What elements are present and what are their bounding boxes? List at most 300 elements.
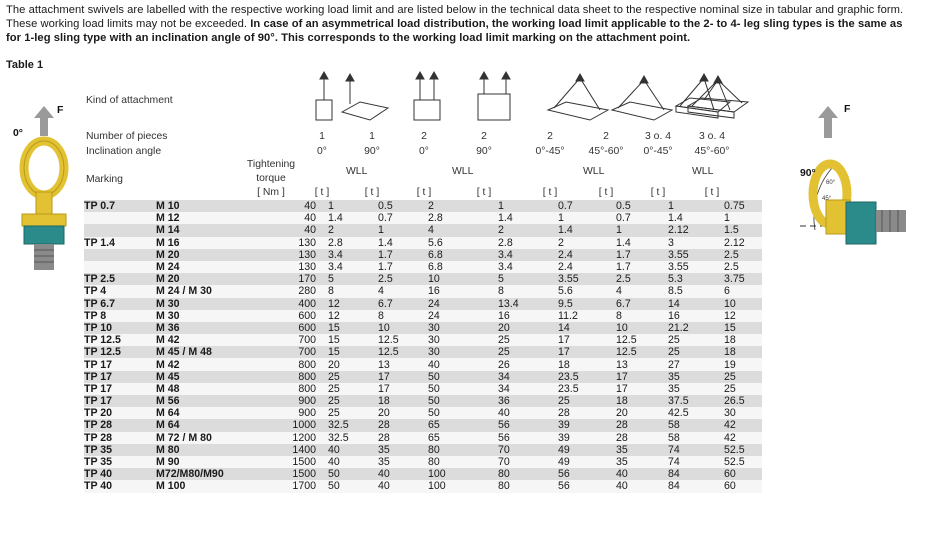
- unit-label: [ t ]: [542, 187, 558, 198]
- type-cell: TP 1.4: [84, 237, 156, 249]
- wll-cell: 16: [492, 310, 552, 322]
- column-pieces-label: 2: [547, 131, 553, 142]
- right-60-label: 60°: [826, 180, 836, 186]
- type-cell: TP 17: [84, 371, 156, 383]
- type-cell: TP 12.5: [84, 346, 156, 358]
- unit-label: [ t ]: [650, 187, 666, 198]
- thread-cell: M 20: [156, 249, 238, 261]
- type-cell: [84, 224, 156, 236]
- torque-cell: 900: [238, 407, 322, 419]
- wll-cell: 3.55: [662, 261, 718, 273]
- type-cell: TP 17: [84, 383, 156, 395]
- wll-cell: 2.4: [552, 249, 610, 261]
- single-vertical-icon: [316, 72, 332, 120]
- force-arrow-icon: [34, 106, 54, 136]
- wll-cell: 6.7: [372, 298, 422, 310]
- wll-cell: 18: [718, 346, 762, 358]
- wll-cell: 1.4: [610, 237, 662, 249]
- wll-cell: 20: [322, 358, 372, 370]
- torque-cell: 1500: [238, 468, 322, 480]
- column-angle-label: 45°-60°: [694, 146, 730, 157]
- wll-cell: 17: [610, 371, 662, 383]
- wll-cell: 52.5: [718, 456, 762, 468]
- wll-cell: 56: [492, 419, 552, 431]
- double-vertical-icon: [414, 72, 440, 120]
- wll-cell: 40: [422, 358, 492, 370]
- table-row: [84, 346, 762, 358]
- wll-cell: 23.5: [552, 371, 610, 383]
- table-row: [84, 310, 762, 322]
- wll-cell: 40: [322, 456, 372, 468]
- torque-cell: 280: [238, 285, 322, 297]
- wll-cell: 1.5: [718, 224, 762, 236]
- wll-cell: 8.5: [662, 285, 718, 297]
- table-row: [84, 432, 762, 444]
- thread-cell: M 30: [156, 310, 238, 322]
- thread-cell: M 80: [156, 444, 238, 456]
- wll-cell: 0.5: [610, 200, 662, 212]
- wll-cell: 0.7: [610, 212, 662, 224]
- thread-cell: M 36: [156, 322, 238, 334]
- wll-cell: 25: [552, 395, 610, 407]
- column-pieces-label: 1: [319, 131, 325, 142]
- wll-cell: 17: [610, 383, 662, 395]
- wll-label: WLL: [583, 166, 605, 177]
- wll-cell: 1.4: [322, 212, 372, 224]
- wll-cell: 12.5: [610, 334, 662, 346]
- wll-cell: 1: [552, 212, 610, 224]
- wll-cell: 49: [552, 444, 610, 456]
- wll-label: WLL: [692, 166, 714, 177]
- type-cell: TP 17: [84, 358, 156, 370]
- torque-unit-label: [ Nm ]: [257, 187, 285, 198]
- type-cell: TP 28: [84, 419, 156, 431]
- wll-cell: 40: [492, 407, 552, 419]
- wll-cell: 49: [552, 456, 610, 468]
- wll-cell: 10: [610, 322, 662, 334]
- column-pieces-label: 1: [369, 131, 375, 142]
- thread-cell: M 45 / M 48: [156, 346, 238, 358]
- kind-label: Kind of attachment: [86, 95, 173, 106]
- wll-cell: 24: [422, 298, 492, 310]
- thread-cell: M 45: [156, 371, 238, 383]
- column-pieces-label: 3 o. 4: [699, 131, 725, 142]
- wll-cell: 32.5: [322, 432, 372, 444]
- wll-cell: 26: [492, 358, 552, 370]
- thread-cell: M 42: [156, 334, 238, 346]
- wll-cell: 56: [492, 432, 552, 444]
- wll-cell: 12.5: [372, 334, 422, 346]
- type-cell: [84, 212, 156, 224]
- wll-cell: 39: [552, 419, 610, 431]
- table-row: [84, 334, 762, 346]
- wll-cell: 1.7: [610, 249, 662, 261]
- wll-cell: 56: [552, 480, 610, 492]
- wll-cell: 5: [492, 273, 552, 285]
- two-leg-sling-icon: [548, 74, 608, 120]
- wll-cell: 8: [492, 285, 552, 297]
- wll-cell: 74: [662, 456, 718, 468]
- wll-cell: 25: [322, 371, 372, 383]
- column-angle-label: 90°: [476, 146, 492, 157]
- wll-cell: 100: [422, 468, 492, 480]
- table-row: [84, 407, 762, 419]
- type-cell: TP 4: [84, 285, 156, 297]
- wll-cell: 17: [552, 346, 610, 358]
- wll-cell: 65: [422, 419, 492, 431]
- type-cell: TP 35: [84, 444, 156, 456]
- wll-cell: 80: [422, 444, 492, 456]
- wll-cell: 1: [492, 200, 552, 212]
- wll-cell: 50: [422, 383, 492, 395]
- wll-cell: 100: [422, 480, 492, 492]
- table-row: [84, 224, 762, 236]
- torque-cell: 900: [238, 395, 322, 407]
- table-row: [84, 383, 762, 395]
- wll-cell: 13: [610, 358, 662, 370]
- thread-cell: M 24 / M 30: [156, 285, 238, 297]
- wll-cell: 11.2: [552, 310, 610, 322]
- torque-cell: 400: [238, 298, 322, 310]
- type-cell: TP 6.7: [84, 298, 156, 310]
- wll-cell: 21.2: [662, 322, 718, 334]
- type-cell: TP 12.5: [84, 334, 156, 346]
- wll-cell: 20: [372, 407, 422, 419]
- unit-label: [ t ]: [364, 187, 380, 198]
- pieces-label: Number of pieces: [86, 131, 168, 142]
- wll-cell: 10: [422, 273, 492, 285]
- wll-cell: 12: [322, 298, 372, 310]
- unit-label: [ t ]: [416, 187, 432, 198]
- wll-cell: 2.5: [372, 273, 422, 285]
- wll-cell: 1: [662, 200, 718, 212]
- right-45-label: 45°: [822, 196, 832, 202]
- wll-cell: 35: [662, 371, 718, 383]
- wll-cell: 20: [492, 322, 552, 334]
- wll-cell: 3.4: [322, 261, 372, 273]
- wll-cell: 42: [718, 432, 762, 444]
- wll-cell: 14: [552, 322, 610, 334]
- wll-cell: 4: [372, 285, 422, 297]
- torque-label-1: Tightening: [246, 159, 296, 170]
- wll-cell: 1.4: [552, 224, 610, 236]
- table-row: [84, 358, 762, 370]
- wll-cell: 4: [610, 285, 662, 297]
- wll-cell: 35: [372, 444, 422, 456]
- wll-cell: 27: [662, 358, 718, 370]
- wll-cell: 80: [492, 468, 552, 480]
- wll-cell: 6.8: [422, 249, 492, 261]
- wll-cell: 2: [322, 224, 372, 236]
- left-angle-label: 0°: [13, 128, 23, 139]
- torque-cell: 1500: [238, 456, 322, 468]
- wll-cell: 58: [662, 419, 718, 431]
- wll-cell: 25: [492, 334, 552, 346]
- wll-cell: 28: [372, 419, 422, 431]
- wll-cell: 50: [422, 395, 492, 407]
- table-row: [84, 371, 762, 383]
- table-row: [84, 322, 762, 334]
- swivel-base-icon: [24, 226, 64, 244]
- table-row: [84, 468, 762, 480]
- wll-cell: 25: [718, 371, 762, 383]
- wll-cell: 13.4: [492, 298, 552, 310]
- single-horizontal-icon: [342, 74, 388, 120]
- wll-cell: 35: [610, 444, 662, 456]
- table-row: [84, 261, 762, 273]
- wll-cell: 37.5: [662, 395, 718, 407]
- thread-cell: M 12: [156, 212, 238, 224]
- wll-cell: 52.5: [718, 444, 762, 456]
- intro-plain: The attachment swivels are labelled with the respective working load limit and are listed below in the technical data sheet to the respective nominal size in tabular and graphic form. These working load limits may not be exceeded.: [6, 4, 904, 30]
- wll-cell: 40: [610, 480, 662, 492]
- table-row: [84, 237, 762, 249]
- wll-cell: 8: [372, 310, 422, 322]
- wll-cell: 1.7: [610, 261, 662, 273]
- wll-cell: 74: [662, 444, 718, 456]
- wll-cell: 2: [492, 224, 552, 236]
- wll-cell: 5.6: [422, 237, 492, 249]
- double-horizontal-icon: [478, 72, 510, 120]
- wll-cell: 10: [718, 298, 762, 310]
- wll-cell: 6.7: [610, 298, 662, 310]
- wll-cell: 84: [662, 468, 718, 480]
- wll-cell: 15: [322, 334, 372, 346]
- wll-cell: 50: [322, 480, 372, 492]
- wll-cell: 28: [552, 407, 610, 419]
- unit-label: [ t ]: [314, 187, 330, 198]
- wll-cell: 6: [718, 285, 762, 297]
- wll-cell: 1.4: [662, 212, 718, 224]
- wll-cell: 34: [492, 383, 552, 395]
- wll-cell: 16: [662, 310, 718, 322]
- wll-cell: 0.75: [718, 200, 762, 212]
- column-angle-label: 0°: [419, 146, 429, 157]
- thread-cell: M 64: [156, 407, 238, 419]
- wll-cell: 1: [610, 224, 662, 236]
- wll-cell: 40: [372, 480, 422, 492]
- thread-cell: M 10: [156, 200, 238, 212]
- type-cell: TP 8: [84, 310, 156, 322]
- type-cell: TP 35: [84, 456, 156, 468]
- wll-cell: 2.12: [718, 237, 762, 249]
- column-pieces-label: 2: [603, 131, 609, 142]
- wll-cell: 1: [718, 212, 762, 224]
- torque-label-2: torque: [256, 173, 286, 184]
- type-cell: TP 2.5: [84, 273, 156, 285]
- wll-cell: 50: [422, 407, 492, 419]
- wll-cell: 18: [718, 334, 762, 346]
- intro-bold: In case of an asymmetrical load distribution, the working load limit applicable to the 2- to 4- leg sling types is the same as for 1-leg sling type with an inclination angle of 90°. This corresponds to the working load limit marking on the attachment point.: [6, 18, 903, 44]
- torque-cell: 1000: [238, 419, 322, 431]
- table-row: [84, 212, 762, 224]
- torque-cell: 700: [238, 346, 322, 358]
- wll-cell: 1.7: [372, 261, 422, 273]
- wll-cell: 2.5: [718, 249, 762, 261]
- angle-label: Inclination angle: [86, 146, 162, 157]
- wll-cell: 8: [610, 310, 662, 322]
- wll-cell: 25: [322, 395, 372, 407]
- wll-cell: 10: [372, 322, 422, 334]
- intro-paragraph: [6, 3, 920, 45]
- wll-cell: 1.7: [372, 249, 422, 261]
- torque-cell: 40: [238, 212, 322, 224]
- wll-cell: 0.5: [372, 200, 422, 212]
- four-leg-sling-wide-icon: [682, 70, 758, 128]
- table-row: [84, 456, 762, 468]
- wll-cell: 4: [422, 224, 492, 236]
- torque-cell: 800: [238, 358, 322, 370]
- column-pieces-label: 2: [481, 131, 487, 142]
- wll-cell: 3.4: [492, 261, 552, 273]
- wll-cell: 0.7: [372, 212, 422, 224]
- wll-cell: 19: [718, 358, 762, 370]
- thread-cell: M 16: [156, 237, 238, 249]
- torque-cell: 1200: [238, 432, 322, 444]
- wll-cell: 15: [322, 346, 372, 358]
- wll-cell: 58: [662, 432, 718, 444]
- torque-cell: 40: [238, 224, 322, 236]
- type-cell: [84, 261, 156, 273]
- wll-cell: 84: [662, 480, 718, 492]
- wll-cell: 35: [372, 456, 422, 468]
- type-cell: TP 40: [84, 468, 156, 480]
- wll-cell: 2.5: [610, 273, 662, 285]
- wll-cell: 1: [322, 200, 372, 212]
- wll-cell: 35: [610, 456, 662, 468]
- wll-cell: 28: [610, 432, 662, 444]
- torque-cell: 170: [238, 273, 322, 285]
- table-row: [84, 395, 762, 407]
- wll-cell: 30: [422, 334, 492, 346]
- wll-cell: 36: [492, 395, 552, 407]
- wll-cell: 30: [422, 346, 492, 358]
- table-row: [84, 480, 762, 492]
- thread-cell: M 100: [156, 480, 238, 492]
- wll-cell: 50: [322, 468, 372, 480]
- torque-cell: 1400: [238, 444, 322, 456]
- torque-cell: 800: [238, 371, 322, 383]
- type-cell: TP 20: [84, 407, 156, 419]
- swivel-base-icon: [846, 202, 876, 244]
- wll-cell: 0.7: [552, 200, 610, 212]
- type-cell: [84, 249, 156, 261]
- column-angle-label: 0°-45°: [535, 146, 565, 157]
- wll-cell: 2: [552, 237, 610, 249]
- wll-cell: 17: [552, 334, 610, 346]
- torque-cell: 130: [238, 249, 322, 261]
- thread-cell: M 14: [156, 224, 238, 236]
- table-row: [84, 285, 762, 297]
- wll-cell: 50: [422, 371, 492, 383]
- wll-cell: 42: [718, 419, 762, 431]
- wll-cell: 40: [372, 468, 422, 480]
- thread-cell: M 24: [156, 261, 238, 273]
- wll-cell: 32.5: [322, 419, 372, 431]
- torque-cell: 600: [238, 322, 322, 334]
- wll-cell: 70: [492, 444, 552, 456]
- eyebolt-horizontal-figure: [760, 100, 926, 260]
- wll-label: WLL: [452, 166, 474, 177]
- wll-cell: 3.4: [492, 249, 552, 261]
- wll-cell: 39: [552, 432, 610, 444]
- wll-cell: 5.6: [552, 285, 610, 297]
- wll-cell: 30: [422, 322, 492, 334]
- wll-cell: 5: [322, 273, 372, 285]
- wll-cell: 25: [662, 346, 718, 358]
- wll-cell: 12.5: [610, 346, 662, 358]
- thread-cell: M 42: [156, 358, 238, 370]
- wll-cell: 13: [372, 358, 422, 370]
- table-row: [84, 249, 762, 261]
- wll-cell: 40: [322, 444, 372, 456]
- torque-cell: 600: [238, 310, 322, 322]
- type-cell: TP 0.7: [84, 200, 156, 212]
- wll-cell: 60: [718, 480, 762, 492]
- thread-cell: M 72 / M 80: [156, 432, 238, 444]
- thread-cell: M 48: [156, 383, 238, 395]
- wll-cell: 34: [492, 371, 552, 383]
- wll-cell: 15: [322, 322, 372, 334]
- right-angle-label: 90°: [800, 168, 816, 179]
- column-pieces-label: 2: [421, 131, 427, 142]
- thread-cell: M 64: [156, 419, 238, 431]
- wll-cell: 28: [610, 419, 662, 431]
- wll-cell: 2.8: [422, 212, 492, 224]
- table-title: Table 1: [6, 59, 44, 71]
- wll-cell: 70: [492, 456, 552, 468]
- column-angle-label: 0°: [317, 146, 327, 157]
- wll-cell: 3.55: [662, 249, 718, 261]
- thread-cell: M 20: [156, 273, 238, 285]
- wll-cell: 18: [610, 395, 662, 407]
- column-angle-label: 0°-45°: [643, 146, 673, 157]
- wll-cell: 17: [372, 371, 422, 383]
- wll-cell: 8: [322, 285, 372, 297]
- wll-cell: 5.3: [662, 273, 718, 285]
- wll-cell: 80: [492, 480, 552, 492]
- wll-cell: 2.8: [492, 237, 552, 249]
- wll-cell: 3.55: [552, 273, 610, 285]
- right-force-label: F: [844, 104, 851, 115]
- wll-cell: 14: [662, 298, 718, 310]
- wll-cell: 28: [372, 432, 422, 444]
- column-angle-label: 90°: [364, 146, 380, 157]
- wll-cell: 23.5: [552, 383, 610, 395]
- table-row: [84, 444, 762, 456]
- wll-cell: 25: [718, 383, 762, 395]
- column-pieces-label: 3 o. 4: [645, 131, 671, 142]
- wll-cell: 1: [372, 224, 422, 236]
- wll-cell: 42.5: [662, 407, 718, 419]
- wll-cell: 2.8: [322, 237, 372, 249]
- table-row: [84, 419, 762, 431]
- wll-cell: 12: [718, 310, 762, 322]
- wll-cell: 25: [662, 334, 718, 346]
- thread-cell: M 30: [156, 298, 238, 310]
- wll-cell: 6.8: [422, 261, 492, 273]
- unit-label: [ t ]: [704, 187, 720, 198]
- torque-cell: 40: [238, 200, 322, 212]
- wll-cell: 26.5: [718, 395, 762, 407]
- wll-cell: 25: [492, 346, 552, 358]
- wll-cell: 12.5: [372, 346, 422, 358]
- wll-cell: 1.4: [492, 212, 552, 224]
- wll-cell: 2.12: [662, 224, 718, 236]
- type-cell: TP 28: [84, 432, 156, 444]
- table-row: [84, 298, 762, 310]
- wll-cell: 3.75: [718, 273, 762, 285]
